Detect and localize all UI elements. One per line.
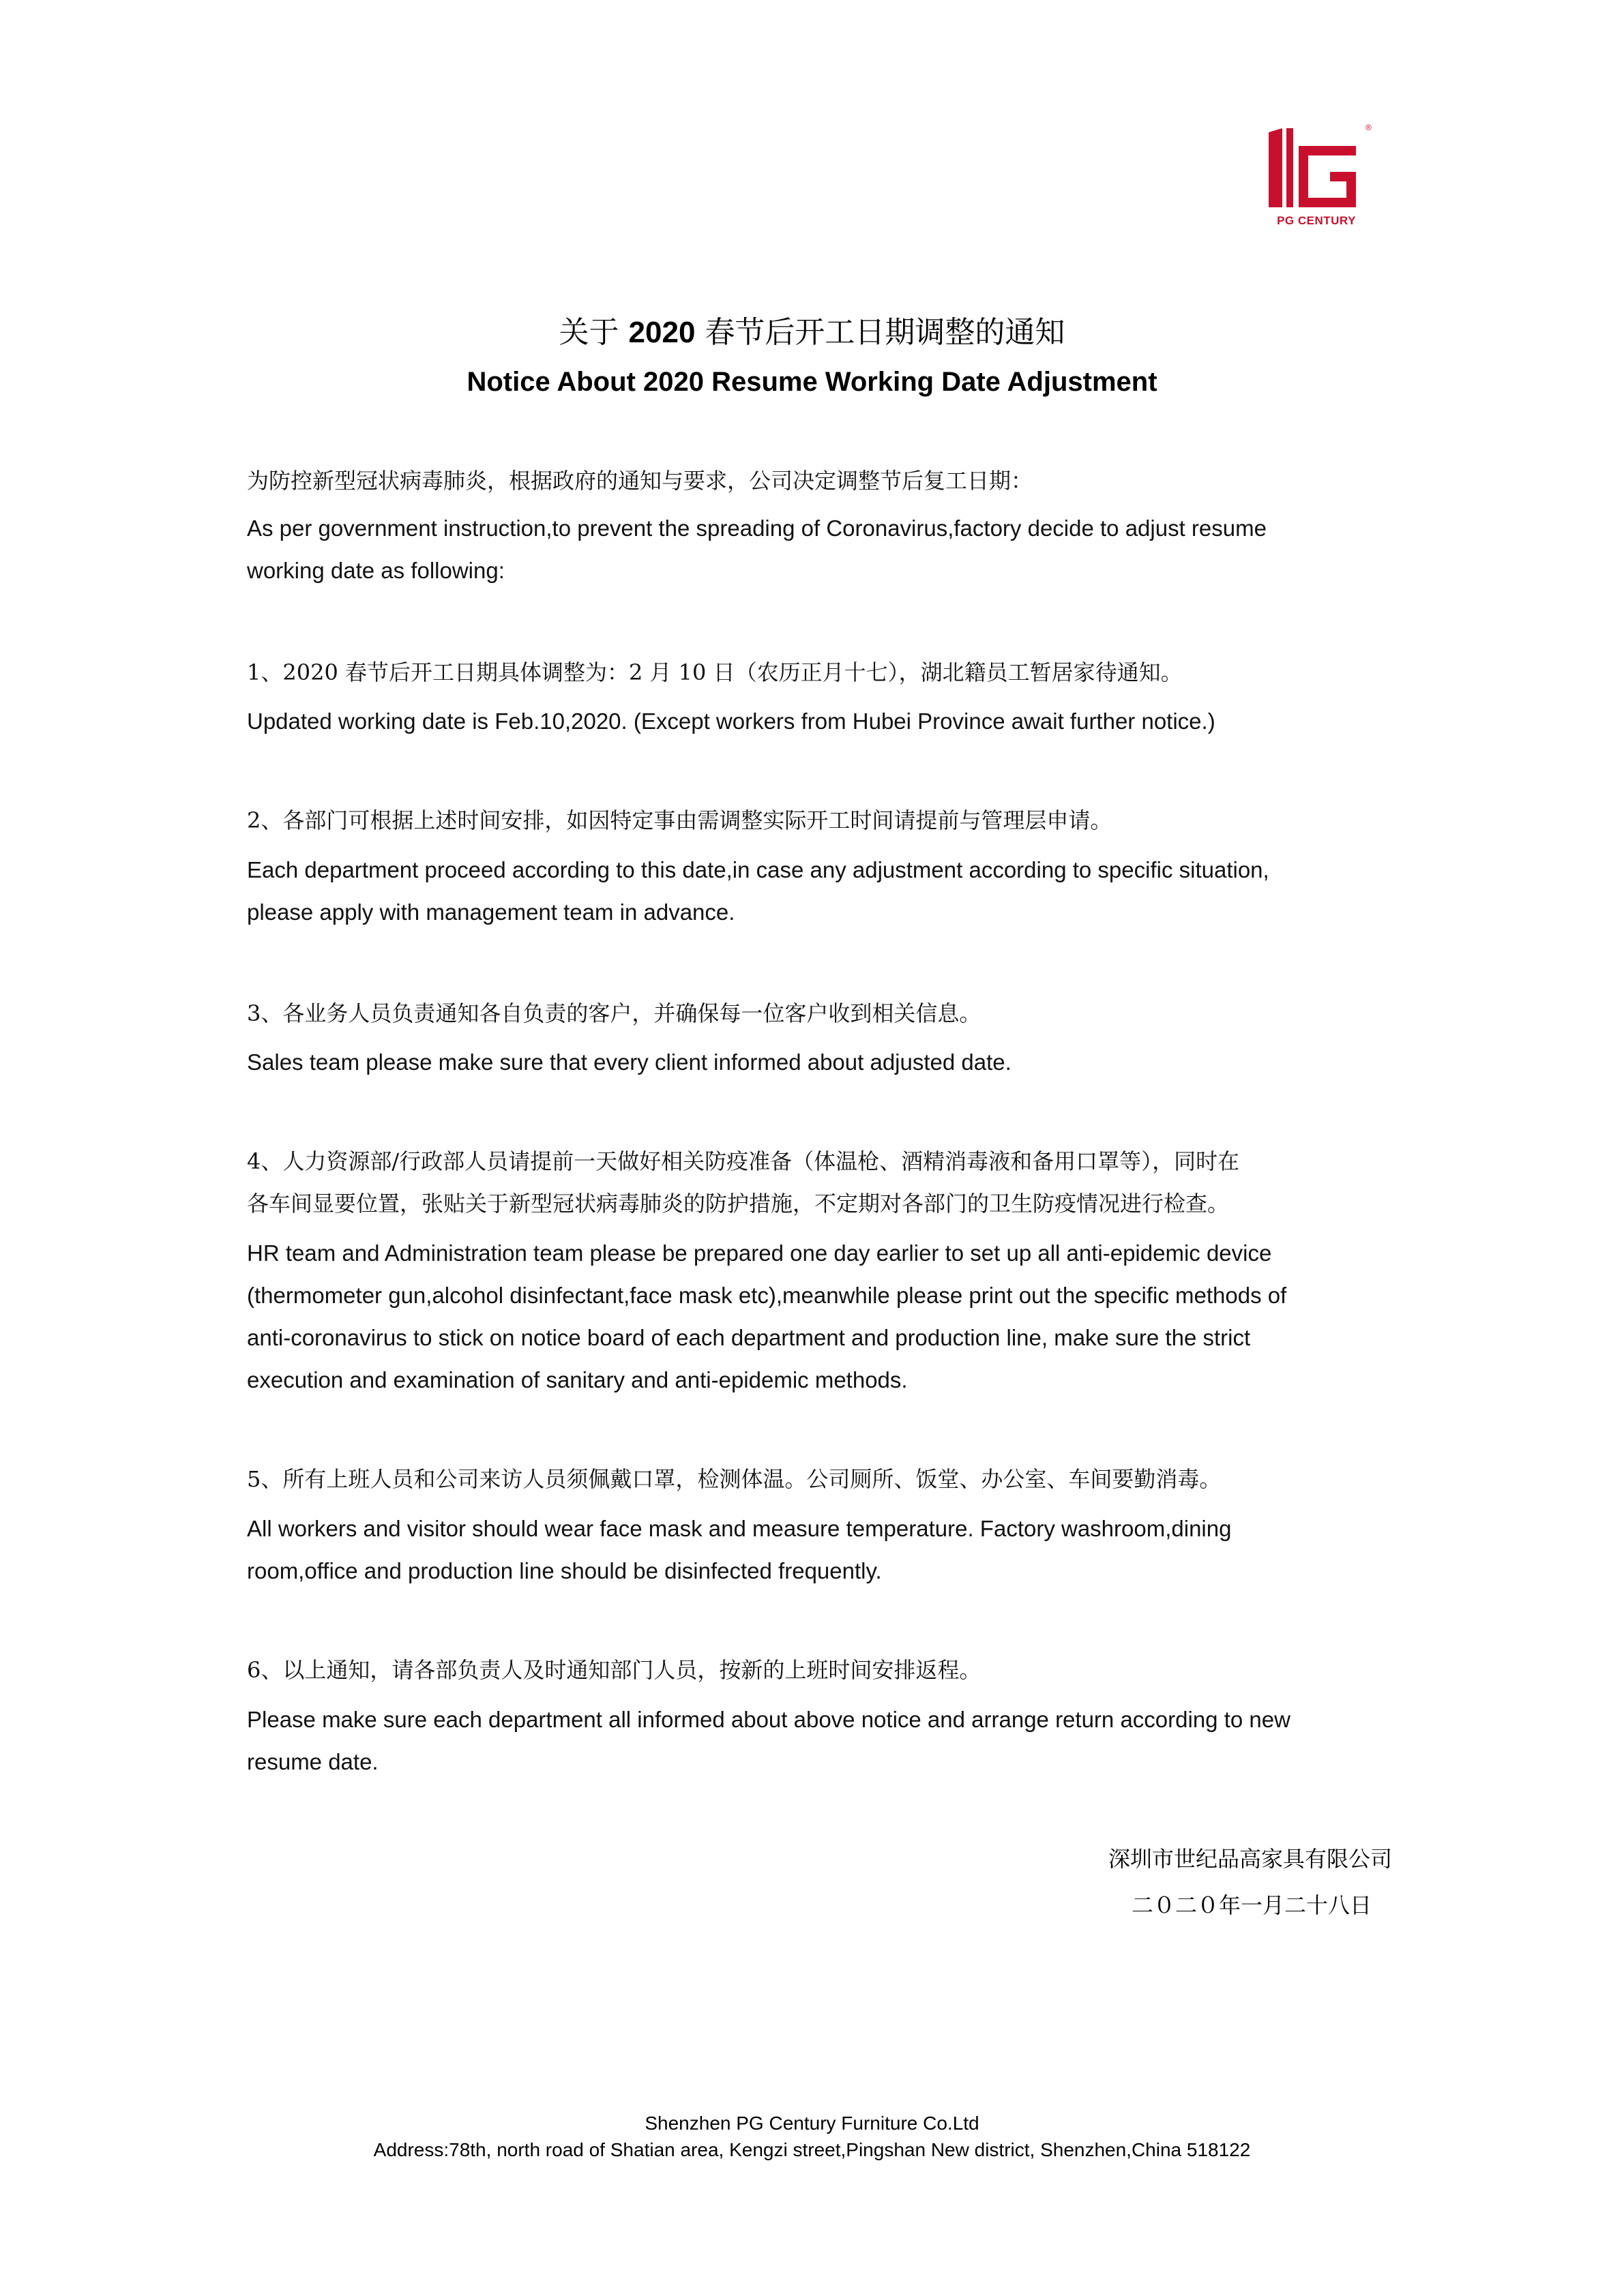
intro-english-line-1: As per government instruction,to prevent the spreading of Coronavirus,factory decide to adjust resume [247,516,1267,541]
intro-english-line-2: working date as following: [247,558,505,583]
item-2-english-line-2: please apply with management team in advance. [247,899,735,925]
signature-company: 深圳市世纪品高家具有限公司 [1108,1846,1392,1872]
title-chinese [0,312,1624,353]
item-3-chinese: 3、各业务人员负责通知各自负责的客户，并确保每一位客户收到相关信息。 [247,1000,981,1026]
logo-brand-text: PG CENTURY [1277,214,1356,227]
signature-date: 二０二０年一月二十八日 [1131,1892,1372,1918]
item-5-chinese: 5、所有上班人员和公司来访人员须佩戴口罩，检测体温。公司厕所、饭堂、办公室、车间要勤消毒。 [247,1466,1222,1492]
pg-century-logo-mark [1267,127,1376,215]
item-1-chinese: 1、2020 春节后开工日期具体调整为：2 月 10 日（农历正月十七），湖北籍员工暂居家待通知。 [247,659,1183,685]
item-6-english-line-2: resume date. [247,1749,379,1774]
item-4-chinese-line-1: 4、人力资源部/行政部人员请提前一天做好相关防疫准备（体温枪、酒精消毒液和备用口罩等），同时在 [247,1148,1240,1174]
footer-address: Address:78th, north road of Shatian area, Kengzi street,Pingshan New district, Shenzhen,China 518122 [373,2139,1251,2160]
title-cn-prefix: 关于 [559,315,619,350]
item-6-chinese: 6、以上通知，请各部负责人及时通知部门人员，按新的上班时间安排返程。 [247,1657,981,1683]
item-3-english-line-1: Sales team please make sure that every client informed about adjusted date. [247,1049,1012,1075]
item-4-english-line-3: anti-coronavirus to stick on notice board of each department and production line, make sure the strict [247,1325,1251,1350]
item-2-english-line-1: Each department proceed according to this date,in case any adjustment according to specific situation, [247,857,1269,882]
title-cn-suffix: 春节后开工日期调整的通知 [705,315,1065,350]
item-2-chinese: 2、各部门可根据上述时间安排，如因特定事由需调整实际开工时间请提前与管理层申请。 [247,807,1112,833]
item-1-english-line-1: Updated working date is Feb.10,2020. (Except workers from Hubei Province await further notice.) [247,709,1215,734]
registered-mark: ® [1365,123,1372,132]
item-5-english-line-2: room,office and production line should be disinfected frequently. [247,1558,882,1583]
title-cn-year: 2020 [628,316,696,349]
intro-chinese: 为防控新型冠状病毒肺炎，根据政府的通知与要求，公司决定调整节后复工日期： [247,468,1033,494]
item-5-english-line-1: All workers and visitor should wear face mask and measure temperature. Factory washroom,dining [247,1516,1232,1541]
item-4-english-line-1: HR team and Administration team please be prepared one day earlier to set up all anti-epidemic device [247,1240,1272,1266]
title-english: Notice About 2020 Resume Working Date Adjustment [467,367,1157,397]
item-6-english-line-1: Please make sure each department all informed about above notice and arrange return according to new [247,1707,1290,1732]
item-4-english-line-2: (thermometer gun,alcohol disinfectant,face mask etc),meanwhile please print out the specific methods of [247,1283,1287,1308]
item-4-chinese-line-2: 各车间显要位置，张贴关于新型冠状病毒肺炎的防护措施，不定期对各部门的卫生防疫情况进行检查。 [247,1191,1230,1217]
footer-company: Shenzhen PG Century Furniture Co.Ltd [645,2113,979,2134]
item-4-english-line-4: execution and examination of sanitary and anti-epidemic methods. [247,1367,908,1392]
